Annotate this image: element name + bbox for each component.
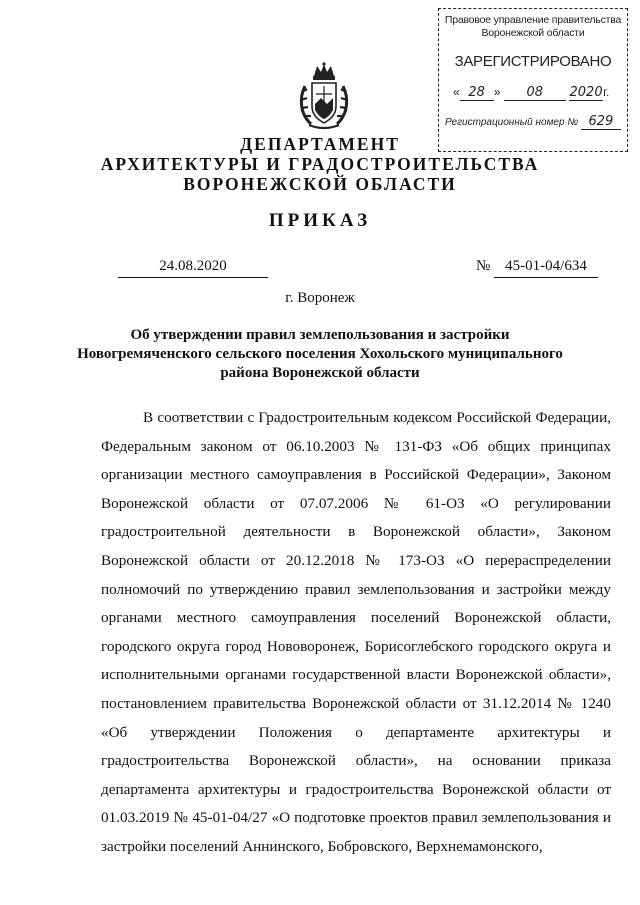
subject-line1: Об утверждении правил землепользования и застройки — [130, 327, 510, 343]
order-number: 45-01-04/634 — [494, 258, 598, 278]
body-paragraph: В соответствии с Градостроительным кодексом Российской Федерации, Федеральным законом от 06.10.2003 № 131-ФЗ «Об общих принципах организации местного самоуправления в Российской Федерации», Законом Воронежской области от 07.07.2006 № 61-ОЗ «О регулировании градостроительной деятельности в Воронежской области», Законом Воронежской области от 20.12.2018 № 173-ОЗ «О перераспределении полномочий по утверждению правил землепользования и застройки между органами местного самоуправления поселений Воронежской области, городского округа город Нововоронеж, Борисоглебского городского округа и исполнительными органами государственной власти Воронежской области», постановлением правительства Воронежской области от 31.12.2014 № 1240 «Об утверждении Положения о департаменте архитектуры и градостроительства Воронежской области», на основании приказа департамента архитектуры и градостроительства Воронежской области от 01.03.2019 № 45-01-04/27 «О подготовке проектов правил землепользования и застройки поселений Аннинского, Бобровского, Верхнемамонского, — [101, 409, 611, 855]
order-subject — [60, 326, 580, 383]
stamp-org-line1: Правовое управление правительства — [444, 14, 622, 26]
city: г. Воронеж — [285, 290, 355, 306]
coat-of-arms-icon — [297, 62, 351, 132]
stamp-organization — [439, 14, 627, 40]
department-line1: ДЕПАРТАМЕНТ — [240, 134, 400, 154]
subject-line2: Новогремяченского сельского поселения Хохольского муниципального — [77, 346, 563, 362]
order-number-label: № — [476, 258, 491, 274]
stamp-day: 28 — [468, 85, 485, 100]
department-line3: ВОРОНЕЖСКОЙ ОБЛАСТИ — [183, 174, 457, 194]
stamp-org-line2: Воронежской области — [481, 27, 585, 39]
registration-stamp — [438, 8, 628, 152]
stamp-date: « 28 » 08 2020г. — [453, 85, 610, 100]
department-line2: АРХИТЕКТУРЫ И ГРАДОСТРОИТЕЛЬСТВА — [100, 154, 540, 174]
stamp-reg-number: Регистрационный номер № 629 — [445, 114, 621, 130]
order-date: 24.08.2020 — [118, 258, 268, 278]
stamp-registered: ЗАРЕГИСТРИРОВАНО — [454, 53, 612, 70]
document-title: ПРИКАЗ — [268, 210, 372, 231]
stamp-month: 08 — [526, 85, 543, 100]
subject-line3: района Воронежской области — [220, 365, 420, 381]
stamp-year: 2020 — [569, 85, 603, 100]
